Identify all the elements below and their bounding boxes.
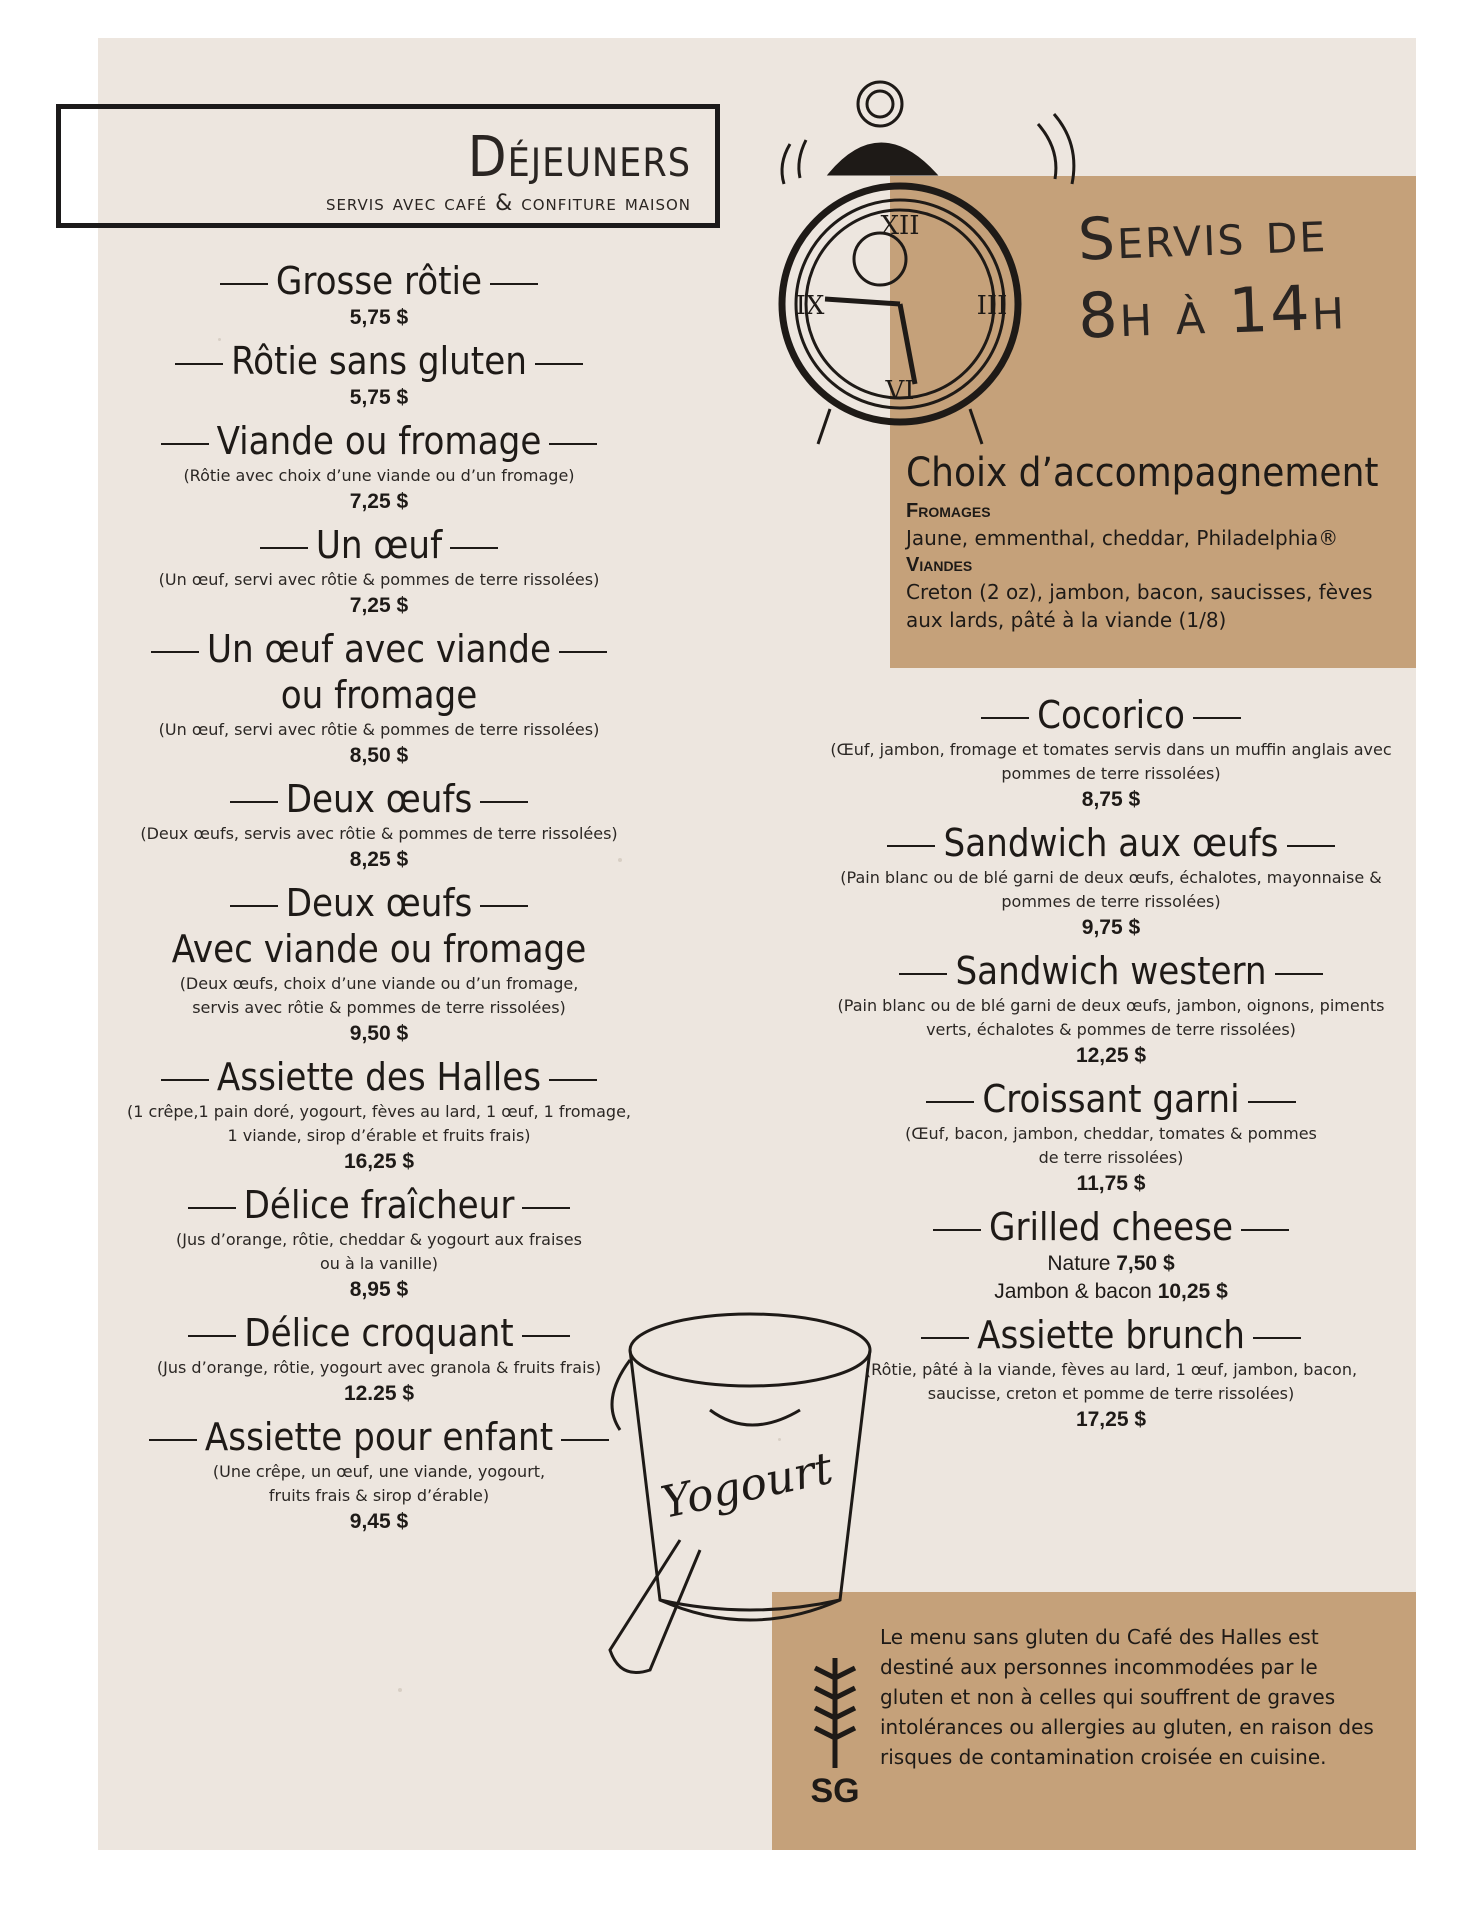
menu-item-grilled-cheese: [826, 1204, 1396, 1306]
gluten-note-text: Le menu sans gluten du Café des Halles est destiné aux personnes incommodées par le gluten et non à celles qui souffrent de graves intolérances ou allergies au gluten, en raison des risques de contamination croisée en cuisine.: [880, 1625, 1374, 1769]
option-price: 10,25 $: [1157, 1280, 1228, 1303]
item-description: (Rôtie avec choix d’une viande ou d’un fromage): [183, 466, 575, 485]
accompaniment-section: [906, 448, 1396, 634]
item-description-line-2: 1 viande, sirop d’érable et fruits frais): [227, 1126, 531, 1145]
item-name-text: Grosse rôtie: [275, 259, 483, 303]
cheeses-list: Jaune, emmenthal, cheddar, Philadelphia®: [906, 526, 1339, 550]
item-description-line-2: fruits frais & sirop d’érable): [268, 1486, 490, 1505]
menu-item: [120, 1054, 638, 1176]
item-price: 9,50 $: [349, 1022, 409, 1045]
menu-item: [826, 948, 1396, 1070]
item-description: (Un œuf, servi avec rôtie & pommes de terre rissolées): [158, 570, 600, 589]
menu-item: [120, 258, 638, 332]
menu-item: [120, 880, 638, 1048]
item-name: [120, 338, 638, 384]
menu-item: [120, 776, 638, 874]
grilled-option-ham-bacon: [826, 1278, 1396, 1306]
menu-column-left: [120, 258, 638, 1542]
menu-item: [826, 820, 1396, 942]
item-name-text: Rôtie sans gluten: [231, 339, 527, 383]
menu-column-right: [826, 692, 1396, 1440]
item-name-text: Assiette pour enfant: [204, 1415, 554, 1459]
item-name-text: Grilled cheese: [988, 1205, 1234, 1249]
item-description-line-2: verts, échalotes & pommes de terre rissolées): [926, 1020, 1296, 1039]
item-name-text: Sandwich western: [955, 949, 1267, 993]
yogurt-label: Yogourt: [656, 1442, 838, 1529]
menu-item: [120, 1182, 638, 1304]
item-name: [120, 776, 638, 822]
hours-line-2: 8h à 14h: [1076, 270, 1348, 353]
svg-text:VI: VI: [885, 376, 915, 406]
item-name-text: Un œuf avec viande: [206, 627, 552, 671]
item-price: 5,75 $: [349, 306, 409, 329]
item-price: 5,75 $: [349, 386, 409, 409]
item-name: [826, 1076, 1396, 1122]
meats-label: Viandes: [906, 554, 973, 576]
menu-item: [826, 692, 1396, 814]
menu-item: [120, 1414, 638, 1536]
item-name: [120, 418, 638, 464]
item-description: (Deux œufs, servis avec rôtie & pommes de terre rissolées): [140, 824, 618, 843]
item-description-line-2: saucisse, creton et pomme de terre rissolées): [927, 1384, 1295, 1403]
item-name-text: Délice croquant: [244, 1311, 514, 1355]
cheeses-label: Fromages: [906, 500, 991, 522]
menu-subtitle: servis avec café & confiture maison: [325, 191, 691, 216]
svg-text:IX: IX: [795, 291, 825, 321]
item-price: 8,50 $: [349, 744, 409, 767]
item-description: (Deux œufs, choix d’une viande ou d’un fromage,: [179, 974, 579, 993]
item-name: [120, 1182, 638, 1228]
item-name-text: Cocorico: [1037, 693, 1185, 737]
svg-text:XII: XII: [880, 211, 920, 241]
item-description: (Œuf, jambon, fromage et tomates servis dans un muffin anglais avec: [830, 740, 1392, 759]
item-price: 7,25 $: [349, 594, 409, 617]
menu-item: [120, 338, 638, 412]
item-name: [826, 948, 1396, 994]
yogurt-cup-icon: [590, 1300, 890, 1690]
item-name-text: Délice fraîcheur: [243, 1183, 515, 1227]
option-price: 7,50 $: [1116, 1252, 1175, 1275]
paper-speck: [398, 1688, 402, 1692]
item-name-text: Croissant garni: [982, 1077, 1240, 1121]
item-price: 12,25 $: [1075, 1044, 1147, 1067]
item-description-line-2: pommes de terre rissolées): [1001, 764, 1221, 783]
menu-title-box: [56, 104, 720, 228]
item-price: 8,75 $: [1081, 788, 1141, 811]
menu-item-brunch: [826, 1312, 1396, 1434]
alarm-clock-icon: [770, 64, 1090, 464]
item-name: [120, 1310, 638, 1356]
item-description: (Rôtie, pâté à la viande, fèves au lard, 1 œuf, jambon, bacon,: [864, 1360, 1358, 1379]
item-name: [120, 522, 638, 568]
item-name-text: Un œuf: [315, 523, 443, 567]
item-description: (Jus d’orange, rôtie, yogourt avec granola & fruits frais): [156, 1358, 602, 1377]
item-name: [826, 820, 1396, 866]
item-price: 16,25 $: [343, 1150, 415, 1173]
item-name: [120, 1414, 638, 1460]
meats-list: Creton (2 oz), jambon, bacon, saucisses, fèves aux lards, pâté à la viande (1/8): [906, 580, 1373, 632]
item-name: [826, 1312, 1396, 1358]
item-description: (Œuf, bacon, jambon, cheddar, tomates & pommes: [905, 1124, 1317, 1143]
hours-heading: [1076, 196, 1398, 353]
item-name: [120, 626, 638, 672]
item-name: [826, 1204, 1396, 1250]
item-description-line-2: ou à la vanille): [319, 1254, 439, 1273]
menu-item: [120, 1310, 638, 1408]
item-description: (Une crêpe, un œuf, une viande, yogourt,: [212, 1462, 546, 1481]
item-description: (Pain blanc ou de blé garni de deux œufs, échalotes, mayonnaise &: [840, 868, 1382, 887]
item-description-line-2: pommes de terre rissolées): [1001, 892, 1221, 911]
item-price: 9,75 $: [1081, 916, 1141, 939]
item-name-text: Deux œufs: [285, 881, 473, 925]
menu-item: [120, 418, 638, 516]
item-description: (Jus d’orange, rôtie, cheddar & yogourt aux fraises: [176, 1230, 582, 1249]
item-price: 8,25 $: [349, 848, 409, 871]
sg-letters: SG: [810, 1772, 860, 1808]
menu-item: [120, 522, 638, 620]
item-price: 17,25 $: [1075, 1408, 1147, 1431]
item-name-line-2: ou fromage: [280, 673, 478, 717]
option-label: Jambon & bacon: [994, 1280, 1152, 1303]
svg-text:III: III: [976, 291, 1008, 321]
option-label: Nature: [1047, 1252, 1111, 1275]
item-description: (Pain blanc ou de blé garni de deux œufs, jambon, oignons, piments: [837, 996, 1385, 1015]
item-name: [120, 258, 638, 304]
item-name-text: Assiette des Halles: [216, 1055, 542, 1099]
accompaniment-title: Choix d’accompagnement: [906, 450, 1379, 496]
item-price: 12.25 $: [343, 1382, 415, 1405]
item-name: [120, 1054, 638, 1100]
item-name: [120, 880, 638, 926]
item-name-text: Sandwich aux œufs: [943, 821, 1279, 865]
item-name-text: Assiette brunch: [977, 1313, 1245, 1357]
item-description-line-2: servis avec rôtie & pommes de terre rissolées): [192, 998, 566, 1017]
menu-item: [120, 626, 638, 770]
item-price: 11,75 $: [1076, 1172, 1146, 1195]
menu-title: Déjeuners: [467, 125, 691, 190]
item-price: 8,95 $: [349, 1278, 409, 1301]
hours-line-1: Servis de: [1076, 196, 1329, 274]
menu-item: [826, 1076, 1396, 1198]
item-description: (Un œuf, servi avec rôtie & pommes de terre rissolées): [158, 720, 600, 739]
wheat-icon: [790, 1648, 880, 1808]
item-price: 7,25 $: [349, 490, 409, 513]
item-name-text: Deux œufs: [285, 777, 473, 821]
item-name: [826, 692, 1396, 738]
item-name-text: Viande ou fromage: [216, 419, 542, 463]
grilled-option-nature: [826, 1250, 1396, 1278]
item-price: 9,45 $: [349, 1510, 409, 1533]
item-description-line-2: de terre rissolées): [1038, 1148, 1184, 1167]
item-description: (1 crêpe,1 pain doré, yogourt, fèves au lard, 1 œuf, 1 fromage,: [127, 1102, 631, 1121]
item-name-line-2: Avec viande ou fromage: [171, 927, 587, 971]
